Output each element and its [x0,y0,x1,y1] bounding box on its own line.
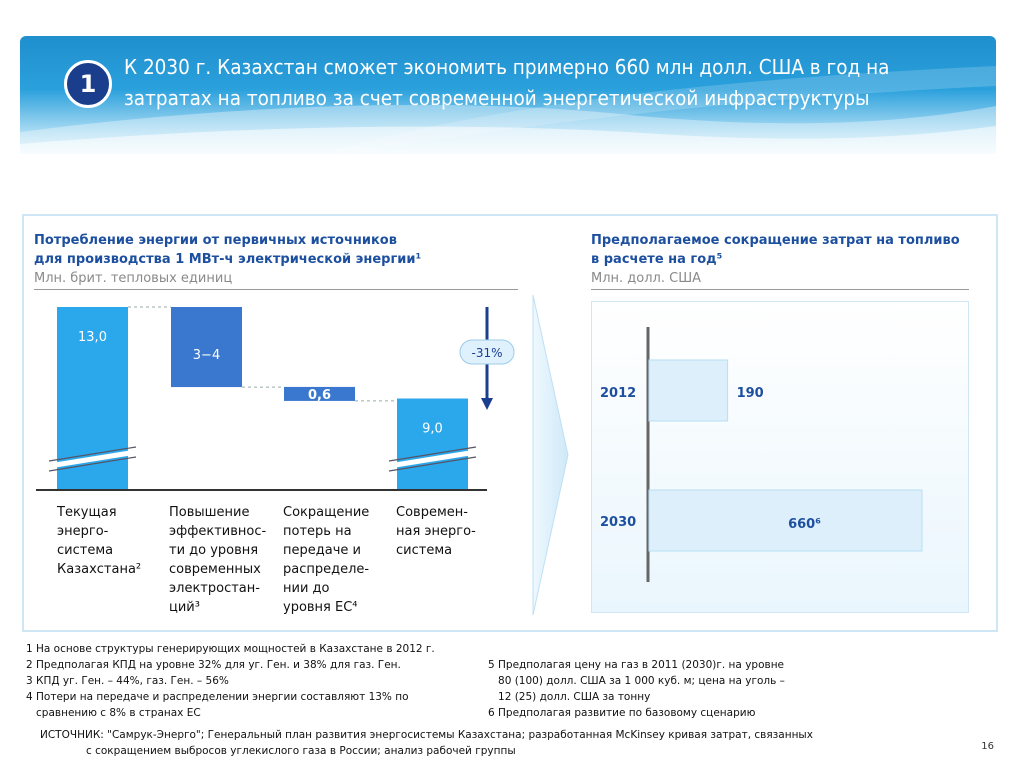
left-chart-title-line-2: для производства 1 МВт-ч электрической энергии¹ [34,252,422,267]
right-chart-title-line-1: Предполагаемое сокращение затрат на топливо [591,233,960,248]
category-label-line: Современ- [396,505,468,520]
footnote-3: 3 КПД уг. Ген. – 44%, газ. Ген. – 56% [26,675,229,687]
category-label-line: нии до [283,581,330,596]
category-label-line: система [396,543,453,558]
horizontal-bar [649,360,728,421]
footnote-5-cont-2: 12 (25) долл. США за тонну [488,691,651,703]
category-label-line: передаче и [283,543,361,558]
footnotes-right [488,657,785,721]
category-label-line: Казахстана² [57,562,142,577]
category-label-line: электростан- [169,581,260,596]
category-label-line: потерь на [283,524,352,539]
footnote-4: 4 Потери на передаче и распределении энергии составляют 13% по [26,691,409,703]
data-label: 0,6 [307,387,332,403]
footnote-6: 6 Предполагая развитие по базовому сценарию [488,707,756,719]
data-label: 13,0 [78,330,107,345]
footnote-5-cont-1: 80 (100) долл. США за 1 000 куб. м; цена на уголь – [488,675,785,687]
category-label-line: Повышение [169,505,250,520]
source-line-2: с сокращением выбросов углекислого газа в России; анализ рабочей группы [86,745,516,757]
reduction-annotation: -31% [471,346,503,360]
bar-value-label: 660⁶ [788,517,821,532]
slide-title-line-2: затратах на топливо за счет современной энергетической инфраструктуры [124,86,870,110]
source-line-1: ИСТОЧНИК: "Самрук-Энерго"; Генеральный план развития энергосистемы Казахстана; разработанная McKinsey кривая затрат, связанных [40,729,813,741]
category-label [396,503,476,560]
bar-value-label: 190 [736,386,764,401]
right-chart-unit: Млн. долл. США [591,271,701,286]
data-label: 9,0 [422,421,443,437]
category-label-line: энерго- [57,524,109,539]
category-label-line: современных [169,562,261,577]
category-label [283,503,369,617]
category-tick-label: 2012 [600,386,637,401]
horizontal-bar [649,490,922,551]
category-label [169,503,266,617]
footnote-5: 5 Предполагая цену на газ в 2011 (2030)г. на уровне [488,659,785,671]
category-tick-label: 2030 [600,515,637,530]
category-label [57,503,141,579]
footnote-4-cont: сравнению с 8% в странах ЕС [26,707,201,719]
category-label-line: уровня ЕС⁴ [283,600,358,615]
footnote-2: 2 Предполагая КПД на уровне 32% для уг. Ген. и 38% для газ. Ген. [26,659,401,671]
category-label-line: Текущая [57,505,117,520]
category-label-line: ти до уровня [169,543,259,558]
slide-title-line-1: К 2030 г. Казахстан сможет экономить примерно 660 млн долл. США в год на [124,55,890,79]
category-label-line: эффективнос- [169,524,267,539]
footnotes-left [26,641,435,721]
right-chart-title-line-2: в расчете на год⁵ [591,252,723,267]
category-label-line: Сокращение [283,505,370,520]
category-label-line: система [57,543,114,558]
data-label: 3−4 [192,348,221,363]
slide-number-badge: 1 [64,60,112,108]
page-number: 16 [981,741,994,752]
source-note [40,727,813,759]
category-label-line: ций³ [169,600,200,615]
footnote-1: 1 На основе структуры генерирующих мощностей в Казахстане в 2012 г. [26,643,435,655]
category-label-line: распределе- [283,562,370,577]
left-chart-unit: Млн. брит. тепловых единиц [34,271,233,286]
category-label-line: ная энерго- [396,524,476,539]
left-chart-title-line-1: Потребление энергии от первичных источников [34,233,397,248]
